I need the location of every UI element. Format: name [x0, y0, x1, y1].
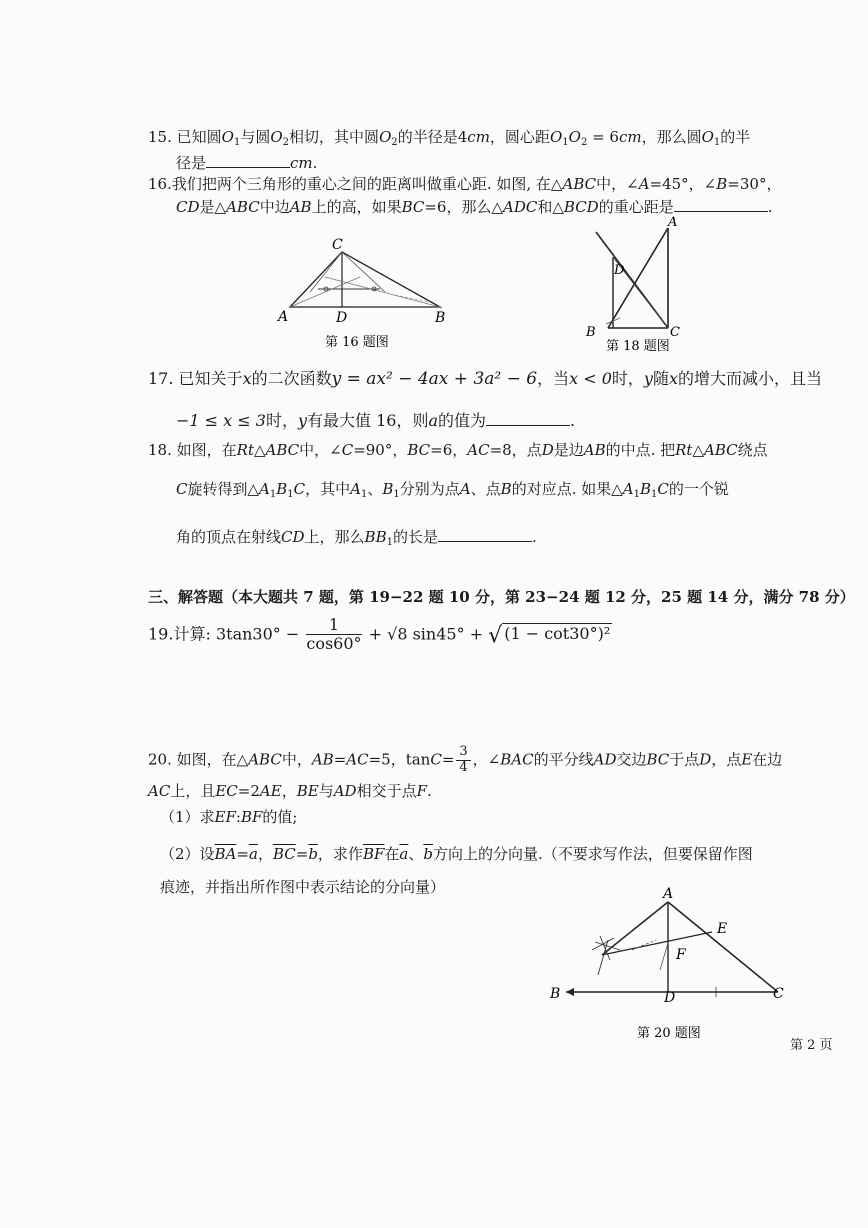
- q20-part2-line1: （2）设$\overline{BA}=\overline{a}$，$\overline{BC}=\overline{b}$，求作$\overline{BF}$在$\overline{a}$、$\overline{b}$方向上的分向量.（不要求写作法，但要保留作图: [160, 845, 753, 863]
- figure-18: [580, 212, 695, 357]
- q18-answer-blank[interactable]: [438, 527, 532, 542]
- fig20-label-a: A: [663, 886, 674, 902]
- figure-16: [270, 232, 460, 352]
- q18-line3: 角的顶点在射线CD上，那么$BB_1$的长是 .: [176, 528, 537, 548]
- page-number: 第 2 页: [790, 1038, 833, 1053]
- q18-line2: C旋转得到$\triangle A_1B_1C$，其中$A_1$、$B_1$分别为点A、点B的对应点. 如果$\triangle A_1B_1C$的一个锐: [176, 480, 729, 500]
- q20-part1: （1）求EF:BF的值;: [160, 808, 298, 826]
- q16-line1: 16.我们把两个三角形的重心之间的距离叫做重心距. 如图, 在△ABC中，∠A=45°，∠B=30°，: [148, 175, 782, 193]
- fig20-label-b: B: [550, 986, 561, 1002]
- q16-answer-blank[interactable]: [674, 197, 768, 212]
- fig16-label-c: C: [332, 237, 343, 253]
- fig18-label-b: B: [586, 325, 596, 340]
- fig20-arrow-head: [566, 988, 574, 996]
- fig20-label-c: C: [773, 986, 784, 1002]
- q17-answer-blank[interactable]: [486, 411, 570, 426]
- q15-answer-blank[interactable]: [206, 153, 290, 168]
- q15-line1: 15. 已知圆$O_1$与圆$O_2$相切，其中圆$O_2$的半径是4cm，圆心距$O_1O_2 = 6cm$，那么圆$O_1$的半: [148, 128, 751, 148]
- section3-title: 三、解答题（本大题共 7 题，第 19−22 题 10 分，第 23−24 题 12 分，25 题 14 分，满分 78 分）: [148, 588, 855, 606]
- fig16-median-3: [290, 277, 360, 307]
- q20-line2: AC上，且EC=2AE，BE与AD相交于点F.: [148, 782, 432, 800]
- fig16-caption: 第 16 题图: [325, 335, 389, 350]
- q17-line1: 17. 已知关于x的二次函数y = ax² − 4ax + 3a² − 6，当x < 0时，y随x的增大而减小，且当: [148, 369, 823, 389]
- fig16-label-b: B: [435, 310, 446, 326]
- fig16-median-1: [310, 252, 342, 292]
- q20-line1: 20. 如图，在△ABC中，AB=AC=5，tanC= $\frac{3}{4}$ ，∠BAC的平分线AD交边BC于点D，点E在边: [148, 744, 783, 775]
- fig18-label-c: C: [670, 325, 680, 340]
- fig16-label-a: A: [278, 309, 289, 325]
- q19-sqrt-sign: √: [488, 623, 503, 649]
- fig20-sketch-6: [660, 943, 668, 970]
- q19-fraction: $\frac{1}{\cos 60^\circ}$: [306, 615, 362, 654]
- fig18-label-a: A: [668, 215, 678, 230]
- fig20-segment-be: [602, 932, 712, 955]
- fig20-label-f: F: [676, 947, 686, 963]
- figure-20: [540, 880, 800, 1045]
- fig16-label-d: D: [336, 310, 348, 326]
- q15-line2: 径是 cm.: [176, 154, 318, 172]
- fig20-label-d: D: [664, 990, 676, 1006]
- q20-tan-fraction: $\frac{3}{4}$: [456, 745, 470, 776]
- fig20-caption: 第 20 题图: [637, 1026, 701, 1041]
- fig18-caption: 第 18 题图: [606, 339, 670, 354]
- q16-line2: CD是△ABC中边AB上的高，如果BC=6，那么△ADC和△BCD的重心距是 .: [176, 198, 773, 216]
- fig18-label-d: D: [614, 263, 625, 278]
- q20-part2-line2: 痕迹，并指出所作图中表示结论的分向量）: [160, 878, 446, 896]
- fig20-label-e: E: [717, 921, 728, 937]
- fig16-triangle: [290, 252, 440, 307]
- q18-line1: 18. 如图，在Rt△ABC中，∠C=90°，BC=6，AC=8，点D是边AB的中点. 把Rt△ABC绕点: [148, 441, 768, 459]
- fig18-side-ab: [608, 228, 668, 328]
- q19-line: 19.计算: 3tan30° − $\frac{1}{\cos 60^\circ}$ + √8 sin45° + √ (1 − cot30°)²: [148, 615, 611, 654]
- q17-line2: −1 ≤ x ≤ 3时，y有最大值 16，则a的值为 .: [176, 411, 576, 430]
- fig20-sketch-3: [600, 936, 610, 960]
